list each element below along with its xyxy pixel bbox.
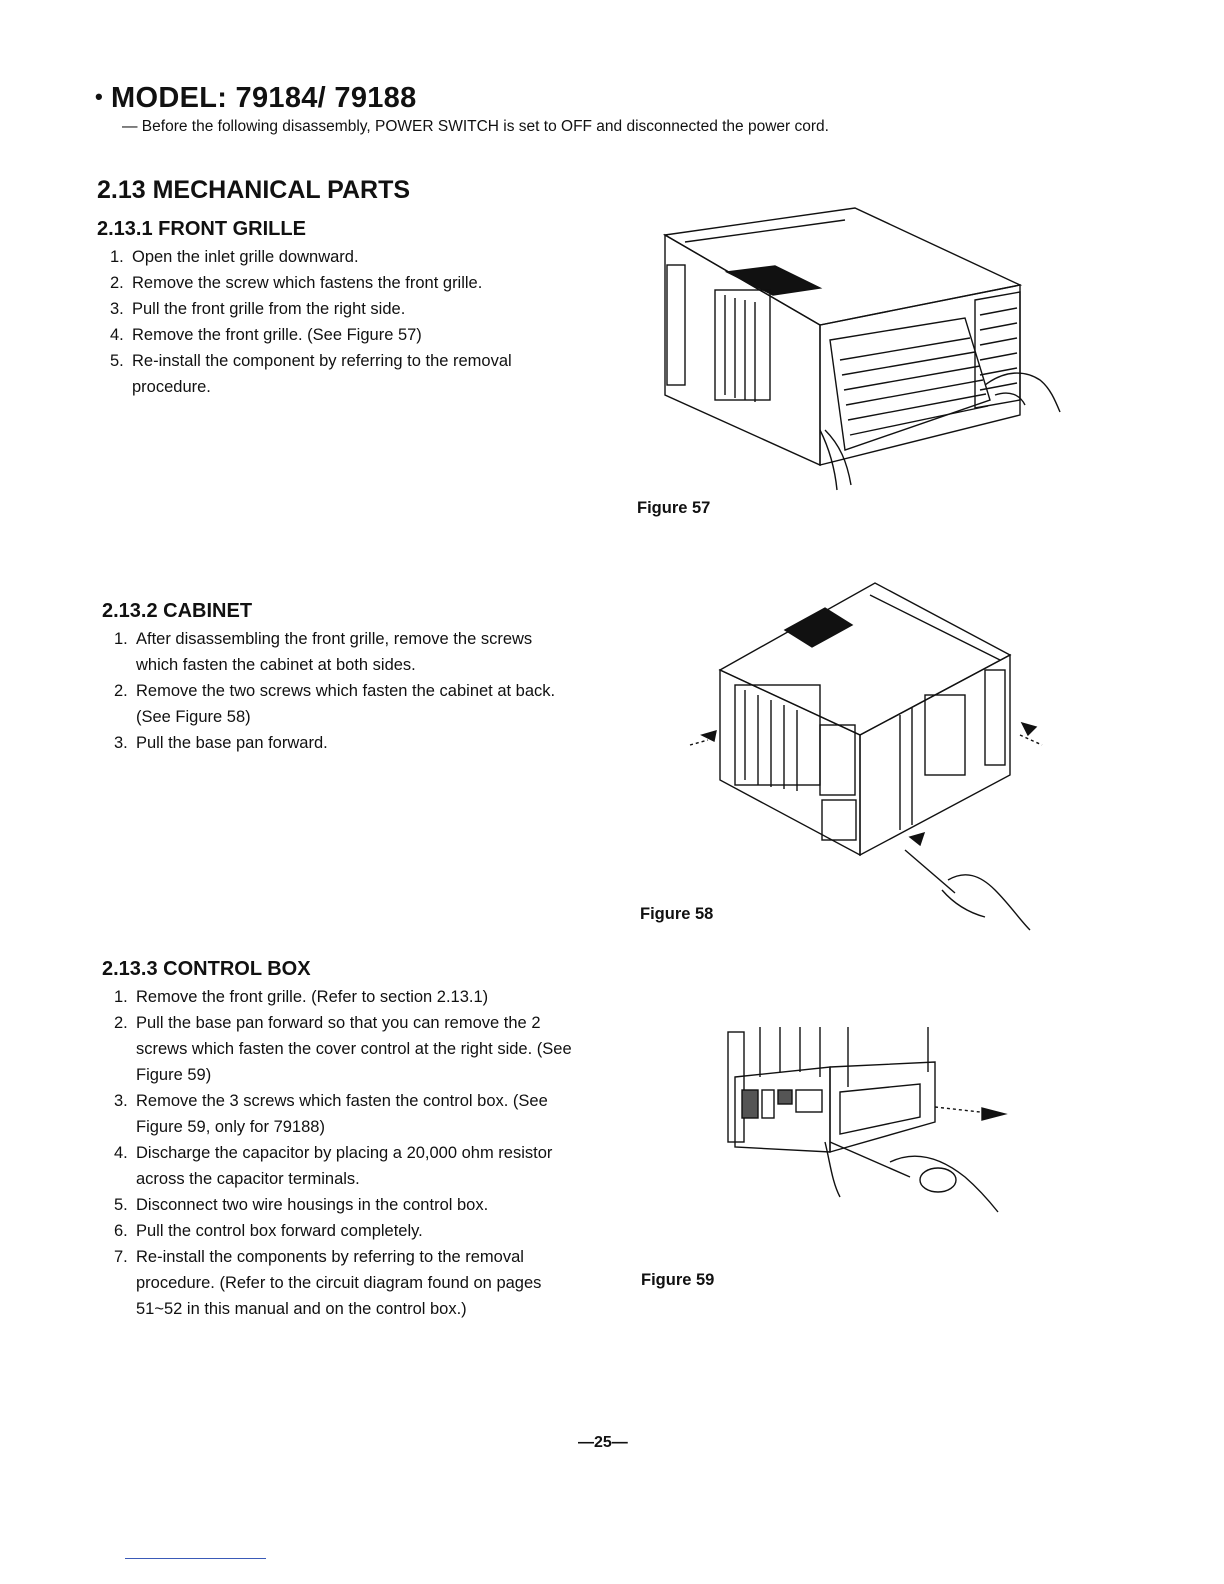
step: 2. Pull the base pan forward so that you can remove the 2 screws which fasten the cover control at the right side. (See Figure 59) bbox=[114, 1014, 572, 1084]
step: 2. Remove the screw which fastens the front grille. bbox=[110, 274, 483, 292]
steps-cabinet bbox=[114, 626, 564, 756]
step: 2. Remove the two screws which fasten the cabinet at back. (See Figure 58) bbox=[114, 682, 556, 726]
step: 5. Re-install the component by referring to the removal procedure. bbox=[110, 352, 512, 396]
step: 1. Remove the front grille. (Refer to section 2.13.1) bbox=[114, 988, 489, 1006]
subsection-title-cabinet: 2.13.2 CABINET bbox=[102, 600, 253, 622]
step: 7. Re-install the components by referring to the removal procedure. (Refer to the circuit diagram found on pages 51~52 in this manual and on the control box.) bbox=[114, 1248, 542, 1318]
steps-control-box bbox=[114, 984, 574, 1322]
step: 3. Remove the 3 screws which fasten the control box. (See Figure 59, only for 79188) bbox=[114, 1092, 548, 1136]
step: 1. Open the inlet grille downward. bbox=[110, 248, 359, 266]
step: 6. Pull the control box forward completely. bbox=[114, 1222, 423, 1240]
subsection-title-control-box: 2.13.3 CONTROL BOX bbox=[102, 958, 311, 980]
steps-front-grille bbox=[110, 244, 550, 400]
subsection-title-front-grille: 2.13.1 FRONT GRILLE bbox=[97, 218, 306, 240]
section-title: 2.13 MECHANICAL PARTS bbox=[97, 176, 411, 204]
disassembly-note: — Before the following disassembly, POWER SWITCH is set to OFF and disconnected the power cord. bbox=[122, 118, 829, 135]
model-heading bbox=[95, 82, 417, 115]
figure-57-caption: Figure 57 bbox=[637, 499, 711, 517]
figure-59-caption: Figure 59 bbox=[641, 1271, 715, 1289]
page-number: —25— bbox=[578, 1434, 628, 1451]
step: 3. Pull the front grille from the right side. bbox=[110, 300, 406, 318]
footer-divider bbox=[125, 1558, 266, 1559]
step: 3. Pull the base pan forward. bbox=[114, 734, 328, 752]
figure-58-illustration bbox=[680, 575, 1045, 935]
step: 4. Remove the front grille. (See Figure 57) bbox=[110, 326, 422, 344]
figure-57-illustration bbox=[655, 200, 1075, 500]
step: 5. Disconnect two wire housings in the control box. bbox=[114, 1196, 489, 1214]
step: 1. After disassembling the front grille, remove the screws which fasten the cabinet at both sides. bbox=[114, 630, 533, 674]
model-title: MODEL: 79184/ 79188 bbox=[111, 82, 417, 114]
figure-58-caption: Figure 58 bbox=[640, 905, 714, 923]
bullet: • bbox=[95, 84, 104, 109]
figure-59-illustration bbox=[720, 1022, 1020, 1222]
step: 4. Discharge the capacitor by placing a 20,000 ohm resistor across the capacitor terminals. bbox=[114, 1144, 553, 1188]
